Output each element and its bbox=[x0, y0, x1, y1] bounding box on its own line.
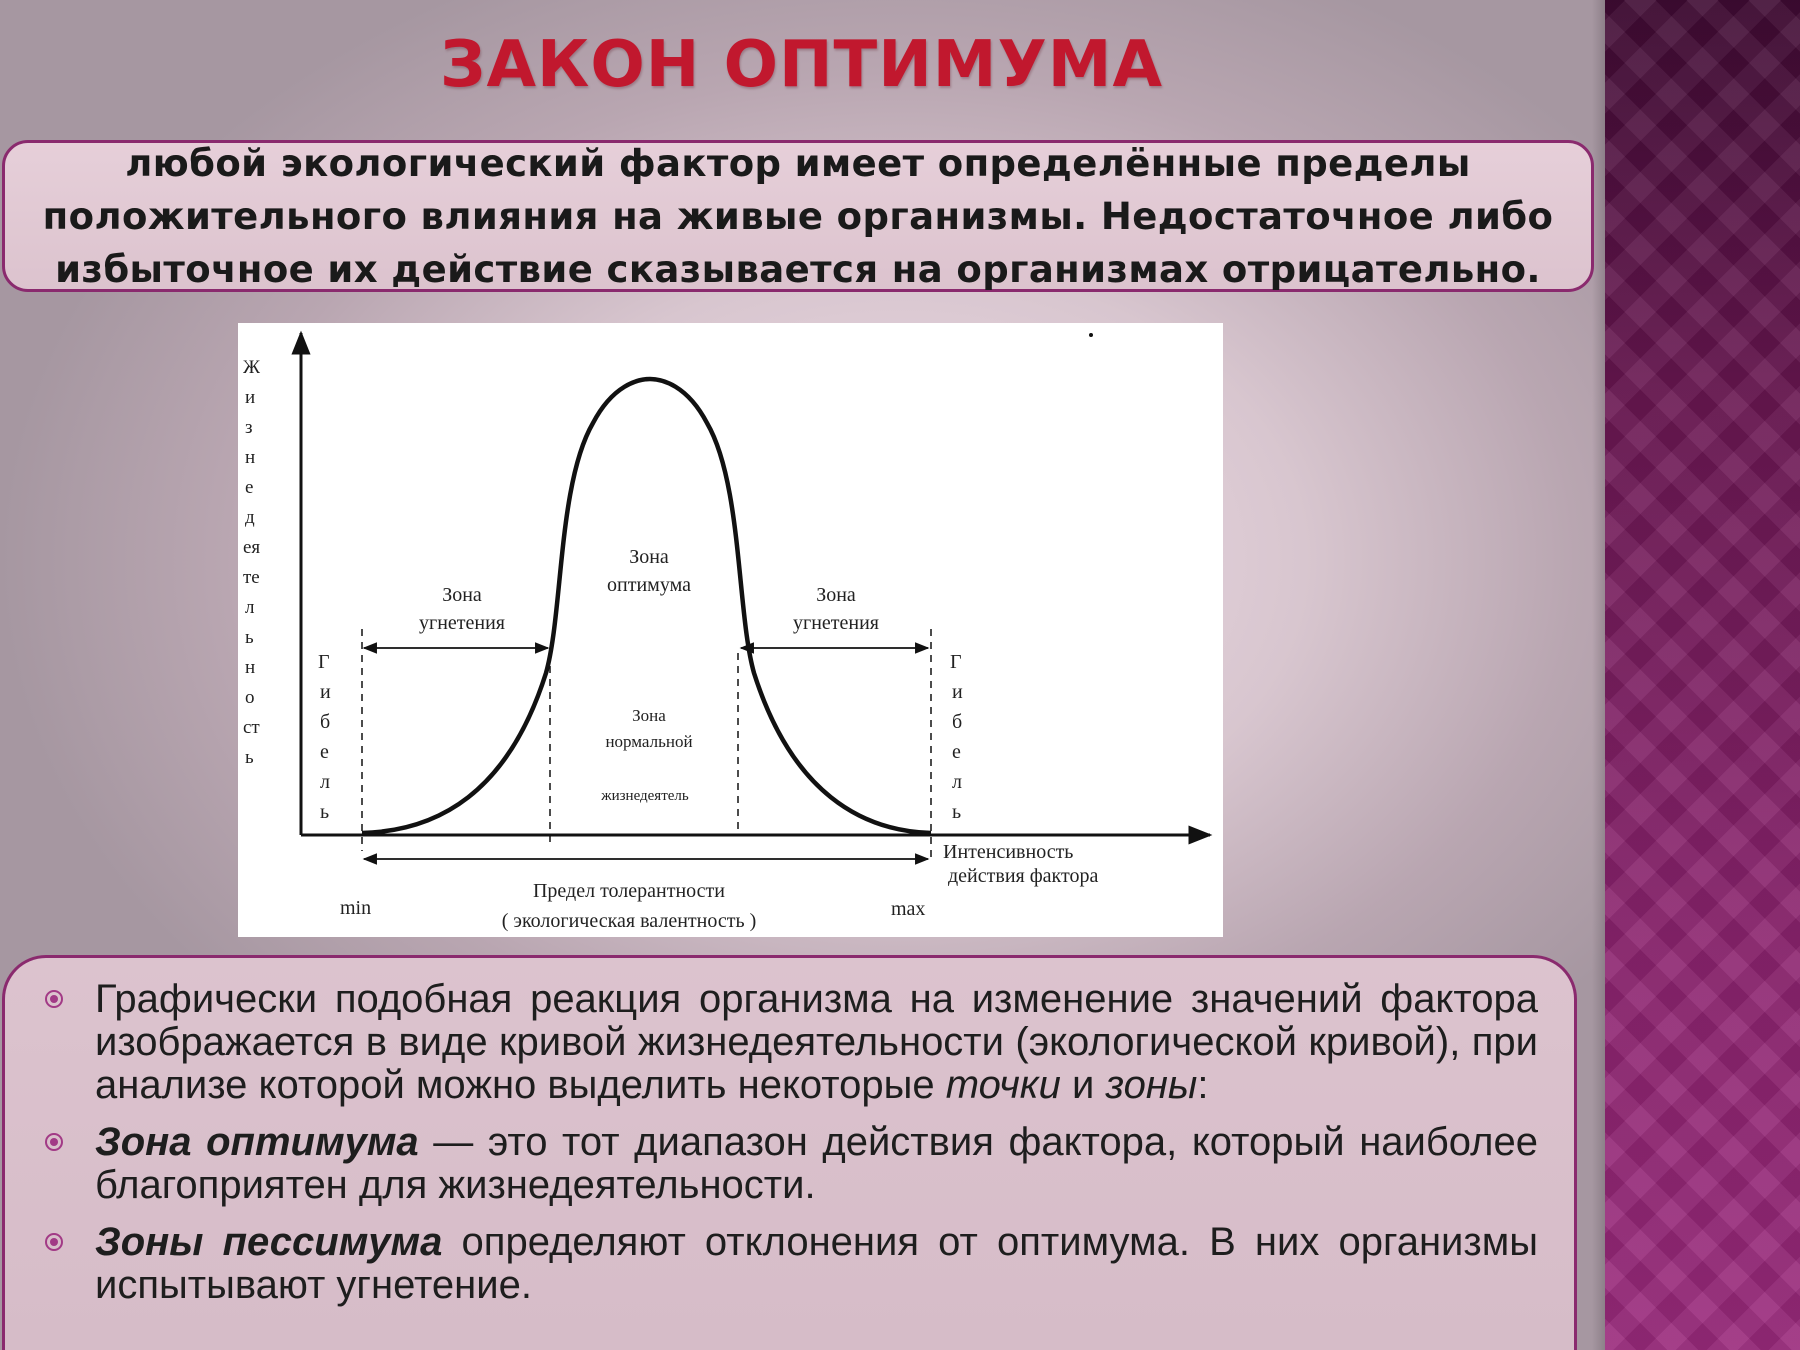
y-axis-letter: о bbox=[245, 687, 255, 708]
tolerance-curve-diagram bbox=[238, 323, 1223, 937]
y-axis-letter: и bbox=[245, 387, 256, 408]
info-box bbox=[2, 955, 1577, 1350]
death-right-letter: л bbox=[952, 771, 962, 793]
emphasis-zones: зоны bbox=[1105, 1063, 1198, 1107]
death-right-letter: ь bbox=[952, 801, 962, 823]
info-bullet-pessimum bbox=[41, 1221, 1538, 1307]
y-axis-letter: е bbox=[245, 477, 254, 498]
term-optimum-zone: Зона оптимума bbox=[95, 1120, 419, 1164]
death-right-letter: и bbox=[952, 681, 963, 703]
y-axis-label bbox=[243, 357, 261, 768]
y-axis-letter: Ж bbox=[243, 357, 261, 378]
term-pessimum-zones: Зоны пессимума bbox=[95, 1220, 443, 1264]
zone-label-line: Зона bbox=[816, 584, 856, 606]
zone-normal-label bbox=[600, 706, 692, 804]
zone-label-line: Зона bbox=[442, 584, 482, 606]
bullet-text: определяют отклонения от оптимума. В них организмы испытывают угнетение. bbox=[95, 1220, 1538, 1307]
bullet-circle-icon bbox=[45, 1133, 63, 1151]
definition-text bbox=[43, 137, 1554, 296]
definition-box bbox=[2, 140, 1594, 292]
definition-line-2: положительного влияния на живые организмы. Недостаточное либо bbox=[42, 194, 1554, 238]
death-left-letter: ь bbox=[320, 801, 330, 823]
zone-label-line: оптимума bbox=[607, 574, 691, 596]
zone-label-line: Зона bbox=[632, 706, 666, 725]
zone-suppression-right-label bbox=[793, 584, 879, 634]
y-axis-letter: н bbox=[245, 447, 256, 468]
side-band-edge bbox=[1592, 0, 1606, 1350]
bullet-text: : bbox=[1197, 1063, 1209, 1107]
death-left-letter: е bbox=[320, 741, 329, 763]
definition-line-1: любой экологический фактор имеет определённые пределы bbox=[125, 141, 1471, 185]
tolerance-label bbox=[502, 880, 757, 932]
emphasis-points: точки bbox=[945, 1063, 1061, 1107]
diagram-svg bbox=[238, 323, 1223, 937]
bullet-text: и bbox=[1060, 1063, 1106, 1107]
y-axis-letter: ь bbox=[245, 747, 254, 768]
zone-suppression-left-label bbox=[419, 584, 505, 634]
death-right-letter: б bbox=[952, 711, 963, 733]
death-right-letter: Г bbox=[950, 651, 962, 673]
zone-label-line: жизнедеятель bbox=[601, 788, 689, 804]
y-axis-letter: ст bbox=[243, 717, 260, 738]
death-left-letter: и bbox=[320, 681, 331, 703]
x-axis-label bbox=[943, 841, 1098, 887]
max-label: max bbox=[891, 898, 926, 920]
tolerance-label-line: Предел толерантности bbox=[532, 880, 726, 902]
slide-title: ЗАКОН ОПТИМУМА bbox=[440, 28, 1163, 102]
x-axis-label-line: Интенсивность bbox=[943, 841, 1074, 863]
zone-label-line: угнетения bbox=[792, 612, 880, 634]
bullet-text: Графически подобная реакция организма на изменение значений фактора изображается в виде кривой жизнедеятельности (экологической кривой), при анализе которой можно выделить некоторые bbox=[95, 977, 1538, 1107]
y-axis-letter: ея bbox=[243, 537, 261, 558]
zone-label-line: Зона bbox=[629, 546, 669, 568]
y-axis-letter: н bbox=[245, 657, 256, 678]
info-bullet-graph bbox=[41, 978, 1538, 1107]
tolerance-label-line: ( экологическая валентность ) bbox=[501, 910, 757, 932]
death-left-letter: Г bbox=[318, 651, 330, 673]
min-label: min bbox=[340, 897, 372, 919]
y-axis-letter: з bbox=[245, 417, 253, 438]
tolerance-curve bbox=[362, 379, 931, 833]
y-axis-letter: ь bbox=[245, 627, 254, 648]
y-axis-letter: л bbox=[245, 597, 255, 618]
y-axis-letter: те bbox=[243, 567, 260, 588]
death-left-letter: б bbox=[320, 711, 331, 733]
death-left-letter: л bbox=[320, 771, 330, 793]
death-label-right bbox=[950, 651, 963, 823]
zone-optimum-label bbox=[607, 546, 691, 596]
bullet-text: — это тот диапазон действия фактора, который наиболее благоприятен для жизнедеятельности. bbox=[95, 1120, 1539, 1207]
zone-label-line: нормальной bbox=[605, 732, 693, 751]
stray-dot bbox=[1089, 333, 1093, 337]
death-right-letter: е bbox=[952, 741, 961, 763]
definition-line-3: избыточное их действие сказывается на организмах отрицательно. bbox=[55, 247, 1541, 291]
x-axis-label-line: действия фактора bbox=[948, 865, 1099, 887]
bullet-circle-icon bbox=[45, 1233, 63, 1251]
info-list bbox=[41, 978, 1538, 1307]
zone-label-line: угнетения bbox=[418, 612, 506, 634]
decorative-side-band bbox=[1605, 0, 1800, 1350]
bullet-circle-icon bbox=[45, 990, 63, 1008]
info-bullet-optimum bbox=[41, 1121, 1538, 1207]
y-axis-letter: д bbox=[245, 507, 255, 528]
death-label-left bbox=[318, 651, 331, 823]
